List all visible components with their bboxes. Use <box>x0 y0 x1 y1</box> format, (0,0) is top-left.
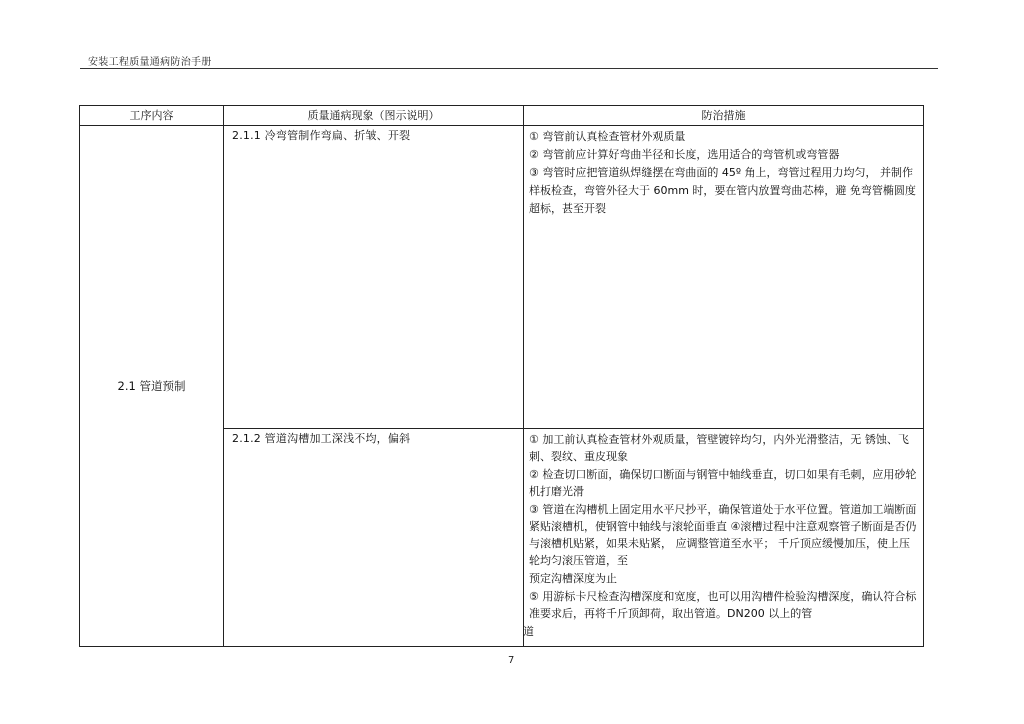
phenomenon-text: 2.1.1 冷弯管制作弯扁、折皱、开裂 <box>232 129 411 142</box>
measures-cell <box>524 429 924 647</box>
table-header-row <box>80 106 924 126</box>
page-number: 7 <box>508 655 515 666</box>
measure-item: ③ 管道在沟槽机上固定用水平尺抄平，确保管道处于水平位置。管道加工端断面紧贴滚槽机，使钢管中轴线与滚轮面垂直 ④滚槽过程中注意观察管子断面是否仍与滚槽机贴紧，如果未贴紧， 应调整管道至水平； 千斤顶应缓慢加压，使上压轮均匀滚压管道，至 <box>529 503 917 567</box>
measure-item: ② 弯管前应计算好弯曲半径和长度，选用适合的弯管机或弯管器 <box>529 148 840 161</box>
measure-item: ③ 弯管时应把管道纵焊缝摆在弯曲面的 45º 角上，弯管过程用力均匀， 并制作样板检查，弯管外径大于 60mm 时，要在管内放置弯曲芯棒，避 免弯管椭圆度超标，甚至开裂 <box>529 166 916 215</box>
column-header-measures: 防治措施 <box>524 106 924 126</box>
section-cell: 2.1 管道预制 <box>80 126 224 647</box>
phenomenon-cell <box>224 126 524 429</box>
measure-item: ① 弯管前认真检查管材外观质量 <box>529 130 686 143</box>
phenomenon-cell <box>224 429 524 647</box>
column-header-process: 工序内容 <box>80 106 224 126</box>
running-header: 安装工程质量通病防治手册 <box>88 57 212 68</box>
phenomenon-text: 2.1.2 管道沟槽加工深浅不均，偏斜 <box>232 432 411 445</box>
measure-item: ① 加工前认真检查管材外观质量，管壁镀锌均匀，内外光滑整洁，无 锈蚀、飞刺、裂纹、重皮现象 <box>529 433 909 463</box>
measure-item: ② 检查切口断面，确保切口断面与钢管中轴线垂直，切口如果有毛刺，应用砂轮机打磨光滑 <box>529 468 917 498</box>
measure-item: 道 <box>523 625 534 638</box>
table-row <box>80 126 924 429</box>
measures-cell <box>524 126 924 429</box>
measure-item: ⑤ 用游标卡尺检查沟槽深度和宽度，也可以用沟槽件检验沟槽深度，确认符合标准要求后，再将千斤顶卸荷，取出管道。DN200 以上的管 <box>529 590 917 620</box>
header-rule <box>80 68 938 69</box>
column-header-phenomenon: 质量通病现象（图示说明） <box>224 106 524 126</box>
measure-item: 预定沟槽深度为止 <box>529 572 617 585</box>
measures-table <box>79 105 924 647</box>
